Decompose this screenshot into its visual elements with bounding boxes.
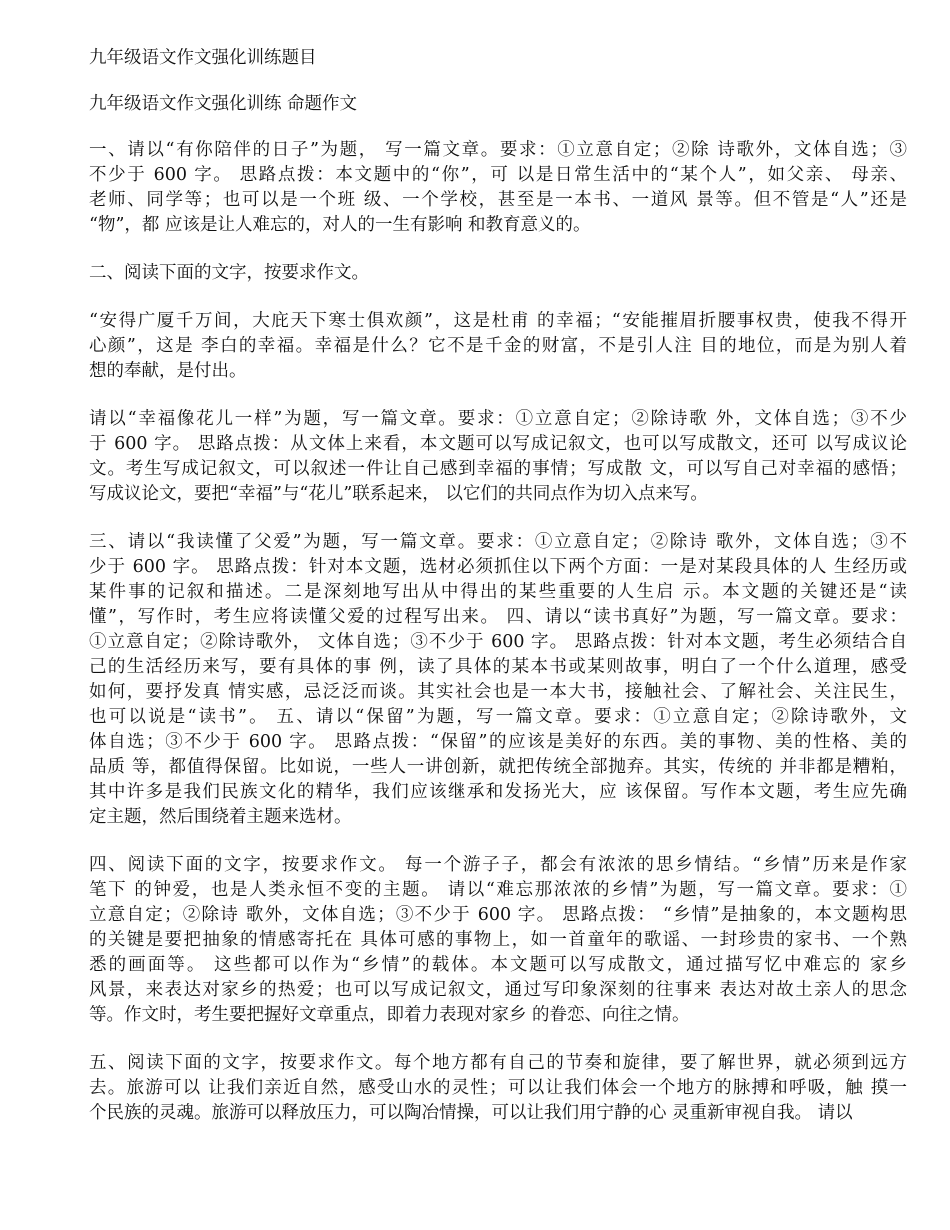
paragraph-line: 己的生活经历来写，要有具体的事 例，读了具体的某本书或某则故事，明白了一个什么道理，感受 [89, 657, 907, 677]
paragraph [89, 530, 907, 830]
paragraph-line: 品质 等，都值得保留。比如说，一些人一讲创新，就把传统全部抛弃。其实，传统的 并非都是糟粕， [89, 757, 907, 777]
paragraph-line: ①立意自定；②除诗歌外， 文体自选；③不少于 600 字。 思路点拨：针对本文题，考生必须结合自 [89, 632, 907, 652]
paragraph-line: 悉的画面等。 这些都可以作为“乡情”的载体。本文题可以写成散文，通过描写忆中难忘的 家乡 [89, 955, 907, 975]
document-title: 九年级语文作文强化训练题目 [89, 48, 317, 68]
paragraph-line: 心颜”，这是 李白的幸福。幸福是什么？它不是千金的财富，不是引人注 目的地位，而是为别人着 [89, 336, 907, 356]
paragraph [89, 309, 907, 384]
paragraph-line: 去。旅游可以 让我们亲近自然，感受山水的灵性；可以让我们体会一个地方的脉搏和呼吸，触 摸一 [89, 1078, 907, 1098]
paragraph-line: 于 600 字。 思路点拨：从文体上来看，本文题可以写成记叙文，也可以写成散文，还可 以写成议论 [89, 434, 907, 454]
paragraph-line: 如何，要抒发真 情实感，忌泛泛而谈。其实社会也是一本大书，接触社会、了解社会、关注民生， [89, 682, 907, 702]
paragraph-line: 其中许多是我们民族文化的精华，我们应该继承和发扬光大，应 该保留。写作本文题，考生应先确 [89, 782, 907, 802]
document-page [89, 46, 907, 1149]
paragraph [89, 138, 907, 238]
document-subtitle: 九年级语文作文强化训练 命题作文 [89, 94, 358, 114]
paragraph-line: 三、请以“我读懂了父爱”为题，写一篇文章。要求：①立意自定；②除诗 歌外，文体自选；③不 [89, 532, 907, 552]
paragraph-line: 风景，来表达对家乡的热爱；也可以写成记叙文，通过写印象深刻的往事来 表达对故土亲人的思念 [89, 980, 907, 1000]
paragraph-line: 文。考生写成记叙文，可以叙述一件让自己感到幸福的事情；写成散 文，可以写自己对幸福的感悟； [89, 459, 907, 479]
paragraph-line: 老师、同学等；也可以是一个班 级、一个学校，甚至是一本书、一道风 景等。但不管是“人”还是 [89, 190, 907, 210]
paragraph-line: 某件事的记叙和描述。二是深刻地写出从中得出的某些重要的人生启 示。本文题的关键还是“读 [89, 582, 907, 602]
paragraph-line: 等。作文时，考生要把握好文章重点，即着力表现对家乡 的眷恋、向往之情。 [89, 1005, 690, 1025]
paragraph-line: 体自选；③不少于 600 字。 思路点拨：“保留”的应该是美好的东西。美的事物、美的性格、美的 [89, 732, 907, 752]
paragraph-line: 个民族的灵魂。旅游可以释放压力，可以陶冶情操，可以让我们用宁静的心 灵重新审视自我。 请以 [89, 1103, 853, 1123]
paragraph-line: 想的奉献，是付出。 [89, 361, 247, 381]
paragraph [89, 261, 907, 286]
paragraph-line: 少于 600 字。 思路点拨：针对本文题，选材必须抓住以下两个方面：一是对某段具体的人 生经历或 [89, 557, 907, 577]
paragraph-line: 不少于 600 字。 思路点拨：本文题中的“你”，可 以是日常生活中的“某个人”，如父亲、 母亲、 [89, 165, 907, 185]
paragraph-line: 四、阅读下面的文字，按要求作文。 每一个游子子，都会有浓浓的思乡情结。“乡情”历来是作家 [89, 855, 907, 875]
document-body [89, 138, 907, 1126]
paragraph-line: 写成议论文，要把“幸福”与“花儿”联系起来， 以它们的共同点作为切入点来写。 [89, 484, 708, 504]
paragraph [89, 407, 907, 507]
paragraph-line: 的关键是要把抽象的情感寄托在 具体可感的事物上，如一首童年的歌谣、一封珍贵的家书、一个熟 [89, 930, 907, 950]
paragraph-line: 也可以说是“读书”。 五、请以“保留”为题，写一篇文章。要求：①立意自定；②除诗歌外，文 [89, 707, 907, 727]
paragraph-line: 二、阅读下面的文字，按要求作文。 [89, 263, 369, 283]
paragraph-line: 懂”，写作时，考生应将读懂父爱的过程写出来。 四、请以“读书真好”为题，写一篇文章。要求： [89, 607, 907, 627]
paragraph [89, 853, 907, 1028]
paragraph-line: “物”，都 应该是让人难忘的，对人的一生有影响 和教育意义的。 [89, 215, 591, 235]
paragraph-line: 请以“幸福像花儿一样”为题，写一篇文章。要求：①立意自定；②除诗歌 外，文体自选；③不少 [89, 409, 907, 429]
paragraph [89, 1051, 907, 1126]
paragraph-line: 一、请以“有你陪伴的日子”为题， 写一篇文章。要求：①立意自定；②除 诗歌外，文体自选；③ [89, 140, 907, 160]
paragraph-line: 五、阅读下面的文字，按要求作文。每个地方都有自己的节奏和旋律，要了解世界，就必须到远方 [89, 1053, 907, 1073]
paragraph-line: 立意自定；②除诗 歌外，文体自选；③不少于 600 字。 思路点拨： “乡情”是抽象的，本文题构思 [89, 905, 907, 925]
paragraph-line: 笔下 的钟爱，也是人类永恒不变的主题。 请以“难忘那浓浓的乡情”为题，写一篇文章。要求：① [89, 880, 907, 900]
paragraph-line: “安得广厦千万间，大庇天下寒士俱欢颜”，这是杜甫 的幸福；“安能摧眉折腰事权贵，使我不得开 [89, 311, 907, 331]
paragraph-line: 定主题，然后围绕着主题来选材。 [89, 807, 352, 827]
